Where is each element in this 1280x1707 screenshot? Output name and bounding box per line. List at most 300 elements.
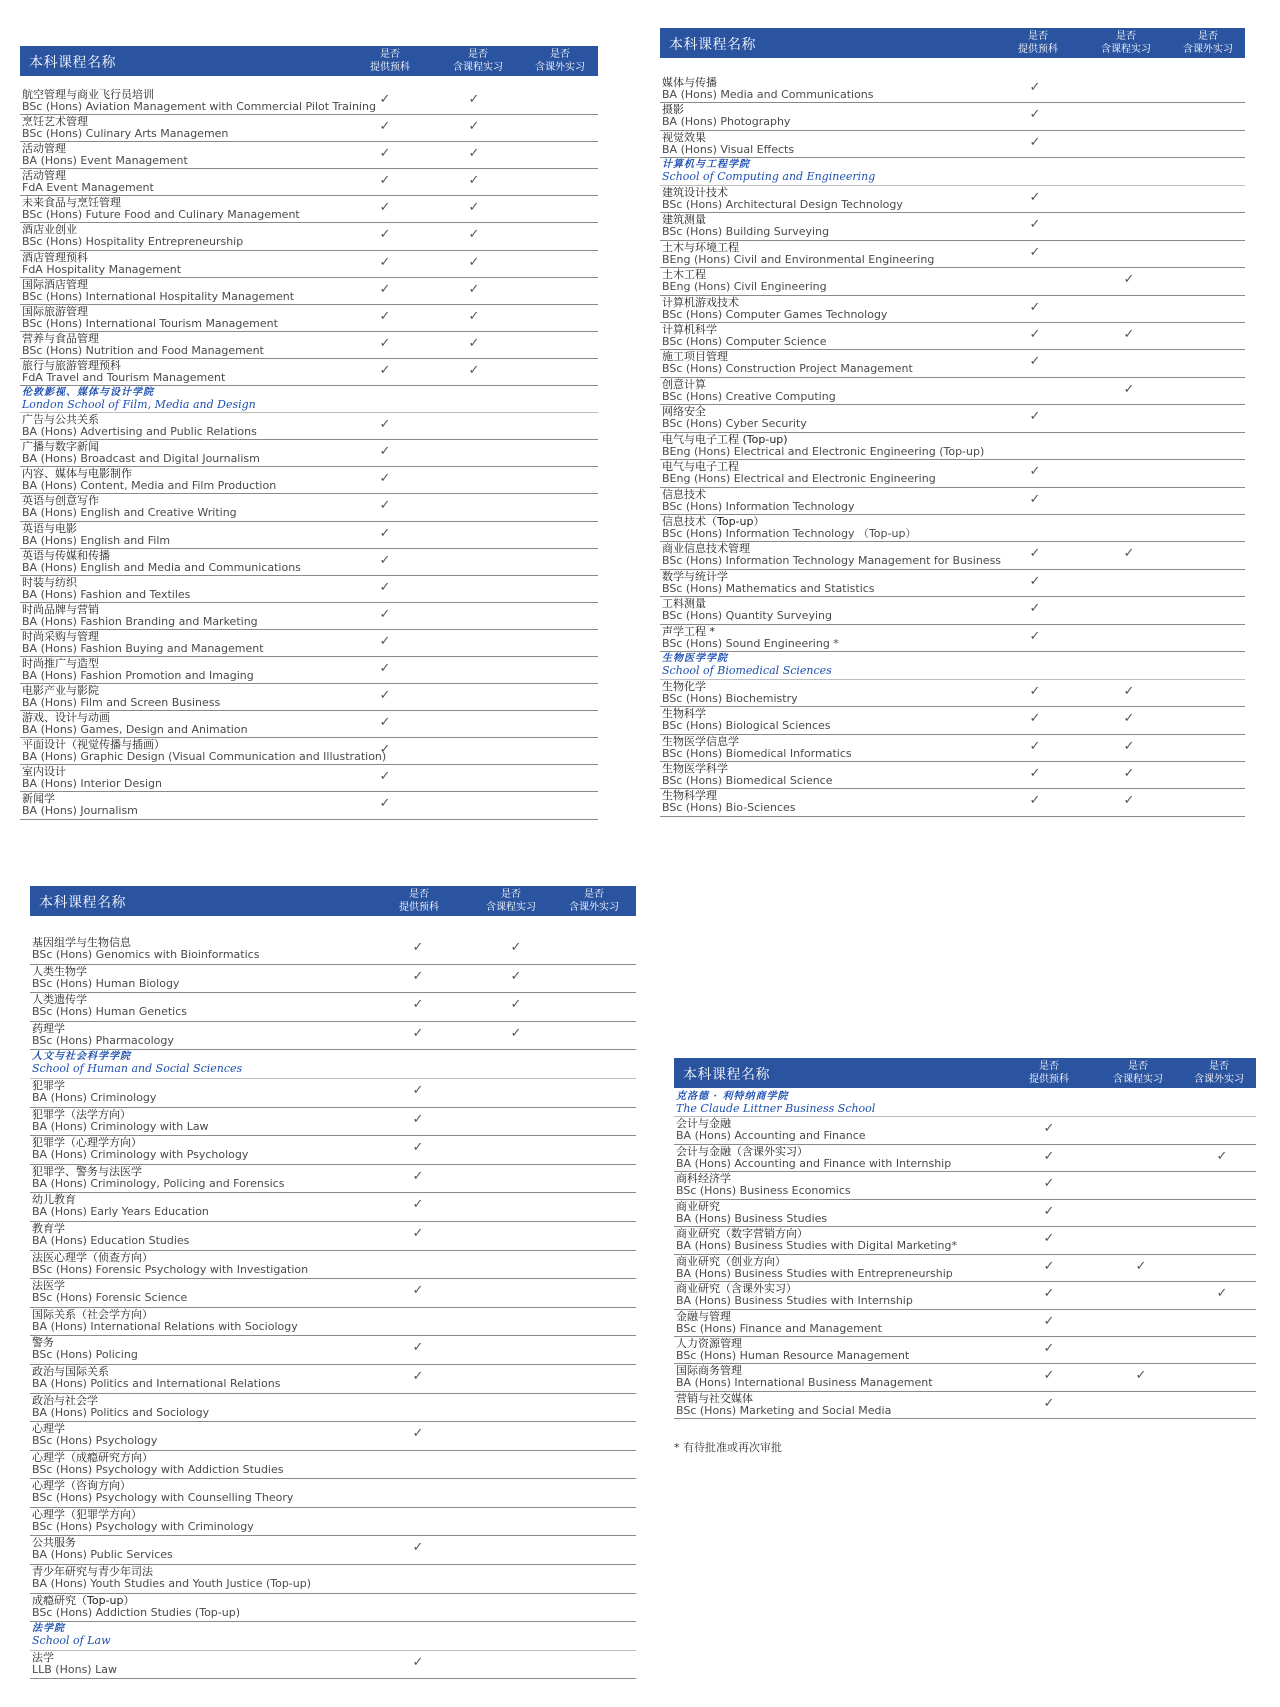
course-name-zh: 时尚推广与造型 xyxy=(22,656,99,670)
header-col3 xyxy=(1168,30,1248,56)
check-icon: ✓ xyxy=(379,742,391,758)
course-name-zh: 青少年研究与青少年司法 xyxy=(32,1565,153,1579)
table-row xyxy=(20,196,598,223)
course-name-en: BSc (Hons) Human Resource Management xyxy=(676,1348,910,1362)
course-name-en: BSc (Hons) Finance and Management xyxy=(676,1321,882,1335)
check-icon: ✓ xyxy=(1123,711,1135,727)
check-icon: ✓ xyxy=(1123,793,1135,809)
course-name-en: BSc (Hons) Culinary Arts Managemen xyxy=(22,127,229,141)
table-row xyxy=(30,1108,636,1137)
check-icon: ✓ xyxy=(1043,1313,1055,1329)
course-name-zh: 法医心理学（侦查方向） xyxy=(32,1250,153,1264)
check-icon: ✓ xyxy=(510,997,522,1013)
course-name-en: BA (Hons) Accounting and Finance xyxy=(676,1129,866,1143)
table-row xyxy=(30,1165,636,1194)
course-name-zh: 国际商务管理 xyxy=(676,1364,742,1378)
course-name-en: BSc (Hons) Addiction Studies (Top-up) xyxy=(32,1605,241,1619)
course-name-en: BSc (Hons) Biological Sciences xyxy=(662,719,831,733)
course-name-zh: 国际关系（社会学方向） xyxy=(32,1307,153,1321)
header-col3-line: 含课外实习 xyxy=(569,902,619,913)
course-name-zh: 酒店管理预科 xyxy=(22,250,88,264)
check-icon: ✓ xyxy=(510,968,522,984)
header-col3 xyxy=(520,48,600,74)
table-row xyxy=(20,630,598,657)
course-name-en: BA (Hons) Business Studies with Internship xyxy=(676,1294,913,1308)
course-name-zh: 时尚品牌与营销 xyxy=(22,602,99,616)
course-name-en: BA (Hons) Fashion and Textiles xyxy=(22,587,191,601)
table-row xyxy=(20,88,598,115)
header-col1 xyxy=(1009,1060,1089,1086)
check-icon: ✓ xyxy=(412,1540,424,1556)
table-row xyxy=(30,1479,636,1508)
table-row xyxy=(674,1310,1256,1337)
table-row xyxy=(660,76,1245,103)
table-row xyxy=(660,707,1245,734)
table-row xyxy=(30,1365,636,1394)
course-name-en: BA (Hons) Criminology with Psychology xyxy=(32,1148,249,1162)
check-icon: ✓ xyxy=(1029,80,1041,95)
course-name-en: BSc (Hons) Psychology with Criminology xyxy=(32,1519,254,1533)
course-name-zh: 生物医学科学 xyxy=(662,761,728,775)
table-row xyxy=(660,460,1245,487)
check-icon: ✓ xyxy=(1135,1368,1147,1384)
course-name-zh: 计算机科学 xyxy=(662,322,717,336)
table-row xyxy=(20,657,598,684)
course-name-en: BA (Hons) Education Studies xyxy=(32,1233,190,1247)
check-icon: ✓ xyxy=(379,498,391,514)
course-name-zh: 旅行与旅游管理预科 xyxy=(22,358,121,372)
course-name-en: BSc (Hons) International Hospitality Management xyxy=(22,289,295,303)
header-col3-line: 含课外实习 xyxy=(1194,1074,1244,1085)
course-name-zh: 营销与社交媒体 xyxy=(676,1391,753,1405)
department-name-en: School of Computing and Engineering xyxy=(662,170,876,184)
table-row xyxy=(674,1282,1256,1309)
course-name-en: BA (Hons) English and Media and Communications xyxy=(22,560,301,574)
course-name-zh: 国际酒店管理 xyxy=(22,277,88,291)
course-name-zh: 教育学 xyxy=(32,1221,65,1235)
course-name-zh: 政治与社会学 xyxy=(32,1393,98,1407)
course-name-zh: 法学 xyxy=(32,1650,54,1664)
table-row xyxy=(30,1251,636,1280)
check-icon: ✓ xyxy=(1029,134,1041,150)
course-name-zh: 基因组学与生物信息 xyxy=(32,936,131,949)
course-name-en: FdA Event Management xyxy=(22,181,154,195)
course-name-en: BSc (Hons) Building Surveying xyxy=(662,225,830,239)
check-icon: ✓ xyxy=(1029,765,1041,781)
course-name-zh: 创意计算 xyxy=(662,377,706,391)
table-row xyxy=(30,1594,636,1623)
course-name-en: BSc (Hons) Information Technology xyxy=(662,499,855,513)
table-row xyxy=(20,251,598,278)
table-row xyxy=(20,467,598,494)
course-name-en: BSc (Hons) Nutrition and Food Management xyxy=(22,343,264,357)
check-icon: ✓ xyxy=(1043,1121,1055,1137)
course-name-en: BSc (Hons) Computer Science xyxy=(662,334,827,348)
course-name-en: BA (Hons) Visual Effects xyxy=(662,142,795,156)
course-name-zh: 网络安全 xyxy=(662,405,706,419)
department-name-zh: 计算机与工程学院 xyxy=(662,159,750,171)
course-name-zh: 信息技术 xyxy=(662,487,706,501)
table-row xyxy=(20,684,598,711)
table-row xyxy=(30,1022,636,1051)
course-name-en: BSc (Hons) Future Food and Culinary Management xyxy=(22,208,300,222)
course-name-en: BSc (Hons) Cyber Security xyxy=(662,417,807,431)
table-row xyxy=(30,1451,636,1480)
course-name-en: BSc (Hons) Information Technology Management for Business xyxy=(662,554,1002,568)
table-row xyxy=(674,1392,1256,1419)
course-name-zh: 平面设计（视觉传播与插画） xyxy=(22,738,165,752)
check-icon: ✓ xyxy=(1043,1395,1055,1411)
course-name-zh: 心理学（咨询方向） xyxy=(32,1479,131,1493)
course-name-zh: 广告与公共关系 xyxy=(22,413,99,427)
table-row xyxy=(20,576,598,603)
check-icon: ✓ xyxy=(1029,628,1041,644)
header-col1-line: 是否 xyxy=(1028,31,1048,42)
course-name-en: BA (Hons) Photography xyxy=(662,115,791,129)
course-name-zh: 施工项目管理 xyxy=(662,350,728,364)
course-name-zh: 建筑设计技术 xyxy=(662,185,728,199)
department-row xyxy=(20,386,598,413)
check-icon: ✓ xyxy=(1123,381,1135,397)
header-col1 xyxy=(379,888,459,914)
department-row xyxy=(30,1050,636,1079)
table-row xyxy=(20,603,598,630)
course-name-en: BSc (Hons) Hospitality Entrepreneurship xyxy=(22,235,244,249)
course-name-en: BA (Hons) English and Creative Writing xyxy=(22,506,237,520)
department-name-en: The Claude Littner Business School xyxy=(676,1102,876,1115)
check-icon: ✓ xyxy=(412,1168,424,1184)
check-icon: ✓ xyxy=(379,254,391,270)
table-row xyxy=(20,765,598,792)
check-icon: ✓ xyxy=(1135,1258,1147,1274)
check-icon: ✓ xyxy=(468,200,480,216)
course-name-en: BSc (Hons) Architectural Design Technology xyxy=(662,197,903,211)
department-name-zh: 克洛德 · 利特纳商学院 xyxy=(676,1091,789,1102)
course-name-zh: 犯罪学 xyxy=(32,1078,65,1092)
course-name-zh: 会计与金融 xyxy=(676,1117,731,1131)
footnote: * 有待批准或再次审批 xyxy=(674,1441,782,1455)
course-name-zh: 烹饪艺术管理 xyxy=(22,115,88,129)
check-icon: ✓ xyxy=(379,119,391,135)
course-list xyxy=(20,88,598,820)
header-col1-line: 提供预科 xyxy=(1018,44,1058,55)
course-name-zh: 土木与环境工程 xyxy=(662,240,739,254)
course-name-en: BSc (Hons) Biomedical Informatics xyxy=(662,746,852,760)
department-name-en: School of Biomedical Sciences xyxy=(662,664,832,678)
header-col1-line: 是否 xyxy=(380,49,400,60)
check-icon: ✓ xyxy=(412,997,424,1013)
check-icon: ✓ xyxy=(1123,683,1135,699)
table-row xyxy=(20,792,598,819)
check-icon: ✓ xyxy=(379,146,391,162)
table-header xyxy=(30,886,636,916)
course-name-en: BA (Hons) Broadcast and Digital Journalism xyxy=(22,452,260,466)
course-name-zh: 会计与金融（含课外实习） xyxy=(676,1144,808,1158)
check-icon: ✓ xyxy=(379,471,391,487)
course-name-zh: 商业研究（创业方向） xyxy=(676,1254,786,1268)
course-name-en: BA (Hons) Politics and Sociology xyxy=(32,1405,210,1419)
course-name-zh: 国际旅游管理 xyxy=(22,304,88,318)
header-col3-line: 是否 xyxy=(584,889,604,900)
course-name-en: BSc (Hons) Biochemistry xyxy=(662,691,798,705)
table-row xyxy=(30,1222,636,1251)
header-col2-line: 含课程实习 xyxy=(453,62,503,73)
course-name-en: BA (Hons) Journalism xyxy=(22,804,138,818)
table-row xyxy=(20,169,598,196)
check-icon: ✓ xyxy=(379,769,391,785)
check-icon: ✓ xyxy=(412,1197,424,1213)
check-icon: ✓ xyxy=(1043,1231,1055,1247)
course-name-en: BA (Hons) Event Management xyxy=(22,154,188,168)
course-name-en: FdA Travel and Tourism Management xyxy=(22,370,226,384)
course-name-zh: 时装与纺织 xyxy=(22,575,77,589)
check-icon: ✓ xyxy=(468,362,480,378)
header-col1-line: 提供预科 xyxy=(1029,1074,1069,1085)
course-name-zh: 人类生物学 xyxy=(32,964,87,978)
header-title: 本科课程名称 xyxy=(39,895,126,911)
header-title: 本科课程名称 xyxy=(29,55,116,71)
course-name-zh: 摄影 xyxy=(662,103,684,117)
course-name-en: BA (Hons) International Business Management xyxy=(676,1376,933,1390)
check-icon: ✓ xyxy=(379,200,391,216)
course-name-en: BSc (Hons) Human Biology xyxy=(32,976,180,990)
check-icon: ✓ xyxy=(1029,464,1041,480)
course-name-zh: 心理学（成瘾研究方向） xyxy=(32,1450,153,1464)
course-name-zh: 商业信息技术管理 xyxy=(662,542,750,556)
check-icon: ✓ xyxy=(412,1082,424,1098)
course-name-zh: 电影产业与影院 xyxy=(22,684,99,698)
header-col1-line: 提供预科 xyxy=(399,902,439,913)
header-col2 xyxy=(438,48,518,74)
table-row xyxy=(20,223,598,250)
check-icon: ✓ xyxy=(468,227,480,243)
table-row xyxy=(674,1117,1256,1144)
course-name-zh: 法医学 xyxy=(32,1279,65,1293)
header-col1-line: 是否 xyxy=(1039,1061,1059,1072)
check-icon: ✓ xyxy=(1029,491,1041,507)
course-name-zh: 商业研究 xyxy=(676,1199,720,1213)
course-name-en: BEng (Hons) Civil and Environmental Engineering xyxy=(662,252,935,266)
course-name-en: BA (Hons) Criminology, Policing and Forensics xyxy=(32,1176,285,1190)
course-name-zh: 商业研究（含课外实习） xyxy=(676,1282,797,1296)
table-row xyxy=(660,762,1245,789)
department-name-en: London School of Film, Media and Design xyxy=(22,398,256,412)
table-row xyxy=(30,1193,636,1222)
table-row xyxy=(674,1255,1256,1282)
check-icon: ✓ xyxy=(379,660,391,676)
header-col2-line: 是否 xyxy=(1116,31,1136,42)
table-row xyxy=(660,241,1245,268)
department-name-zh: 伦敦影视、媒体与设计学院 xyxy=(22,387,154,399)
course-name-en: BSc (Hons) Business Economics xyxy=(676,1184,851,1198)
department-row xyxy=(674,1090,1256,1117)
table-row xyxy=(30,1565,636,1594)
course-name-zh: 活动管理 xyxy=(22,142,66,156)
header-col3 xyxy=(1179,1060,1259,1086)
check-icon: ✓ xyxy=(412,1426,424,1442)
course-name-zh: 广播与数字新闻 xyxy=(22,440,99,454)
course-name-zh: 成瘾研究（Top-up） xyxy=(32,1593,135,1607)
check-icon: ✓ xyxy=(1216,1286,1228,1302)
course-name-en: BSc (Hons) Forensic Psychology with Investigation xyxy=(32,1262,309,1276)
course-name-en: BSc (Hons) Genomics with Bioinformatics xyxy=(32,948,260,961)
check-icon: ✓ xyxy=(379,92,391,107)
table-row xyxy=(660,103,1245,130)
check-icon: ✓ xyxy=(412,968,424,984)
table-row xyxy=(20,711,598,738)
department-name-zh: 生物医学学院 xyxy=(662,653,728,665)
check-icon: ✓ xyxy=(1029,711,1041,727)
table-header xyxy=(674,1058,1256,1088)
header-col3-line: 是否 xyxy=(1209,1061,1229,1072)
check-icon: ✓ xyxy=(379,281,391,297)
header-col2-line: 是否 xyxy=(1128,1061,1148,1072)
table-row xyxy=(660,268,1245,295)
course-name-zh: 英语与电影 xyxy=(22,521,77,535)
course-name-en: BSc (Hons) Psychology xyxy=(32,1434,158,1448)
course-name-zh: 生物化学 xyxy=(662,679,706,693)
check-icon: ✓ xyxy=(468,92,480,107)
course-name-en: BSc (Hons) Marketing and Social Media xyxy=(676,1403,892,1417)
check-icon: ✓ xyxy=(1123,546,1135,562)
check-icon: ✓ xyxy=(1029,409,1041,425)
table-row xyxy=(660,405,1245,432)
header-col2 xyxy=(1098,1060,1178,1086)
course-name-en: BEng (Hons) Electrical and Electronic Engineering xyxy=(662,472,936,486)
course-name-zh: 商科经济学 xyxy=(676,1172,731,1186)
table-row xyxy=(20,494,598,521)
table-row xyxy=(20,440,598,467)
table-row xyxy=(660,131,1245,158)
course-name-en: BSc (Hons) Pharmacology xyxy=(32,1033,174,1047)
table-row xyxy=(30,1308,636,1337)
course-name-zh: 营养与食品管理 xyxy=(22,331,99,345)
check-icon: ✓ xyxy=(412,1225,424,1241)
check-icon: ✓ xyxy=(1043,1286,1055,1302)
course-name-en: BA (Hons) English and Film xyxy=(22,533,171,547)
check-icon: ✓ xyxy=(379,688,391,704)
course-name-zh: 酒店业创业 xyxy=(22,223,77,237)
course-name-zh: 警务 xyxy=(32,1336,54,1350)
table-row xyxy=(30,993,636,1022)
table-row xyxy=(660,680,1245,707)
department-name-zh: 人文与社会科学学院 xyxy=(32,1051,131,1063)
table-header xyxy=(20,46,598,76)
course-name-en: BSc (Hons) Policing xyxy=(32,1348,138,1362)
course-name-en: FdA Hospitality Management xyxy=(22,262,182,276)
table-row xyxy=(660,213,1245,240)
check-icon: ✓ xyxy=(412,1368,424,1384)
check-icon: ✓ xyxy=(1029,326,1041,342)
check-icon: ✓ xyxy=(1216,1148,1228,1164)
course-name-en: BSc (Hons) Aviation Management with Commercial Pilot Training xyxy=(22,100,376,113)
check-icon: ✓ xyxy=(1123,272,1135,288)
course-name-en: BA (Hons) Advertising and Public Relations xyxy=(22,425,257,439)
check-icon: ✓ xyxy=(1029,793,1041,809)
table-row xyxy=(660,789,1245,816)
table-row xyxy=(20,413,598,440)
table-row xyxy=(20,305,598,332)
check-icon: ✓ xyxy=(1123,765,1135,781)
course-name-zh: 生物医学信息学 xyxy=(662,734,739,748)
course-name-zh: 政治与国际关系 xyxy=(32,1364,109,1378)
course-name-zh: 生物科学理 xyxy=(662,789,717,803)
course-name-zh: 人类遗传学 xyxy=(32,993,87,1007)
check-icon: ✓ xyxy=(379,552,391,568)
course-name-zh: 金融与管理 xyxy=(676,1309,731,1323)
check-icon: ✓ xyxy=(1029,244,1041,260)
course-name-zh: 时尚采购与管理 xyxy=(22,629,99,643)
course-name-zh: 生物科学 xyxy=(662,707,706,721)
check-icon: ✓ xyxy=(1043,1176,1055,1192)
course-name-en: BSc (Hons) Information Technology （Top-up） xyxy=(662,527,917,540)
course-name-zh: 电气与电子工程 (Top-up) xyxy=(662,432,788,446)
course-name-en: BA (Hons) Business Studies with Entrepreneurship xyxy=(676,1266,953,1280)
course-name-en: BA (Hons) Fashion Promotion and Imaging xyxy=(22,668,254,682)
check-icon: ✓ xyxy=(468,173,480,189)
check-icon: ✓ xyxy=(379,525,391,541)
table-row xyxy=(660,378,1245,405)
table-row xyxy=(660,433,1245,460)
course-name-en: BA (Hons) Graphic Design (Visual Communication and Illustration) xyxy=(22,750,387,764)
course-name-zh: 英语与传媒和传播 xyxy=(22,548,110,562)
course-name-en: BA (Hons) Public Services xyxy=(32,1548,173,1562)
header-col1 xyxy=(998,30,1078,56)
table-row xyxy=(660,542,1245,569)
table-header xyxy=(660,28,1245,58)
check-icon: ✓ xyxy=(510,940,522,955)
course-name-en: BSc (Hons) Construction Project Management xyxy=(662,362,913,376)
course-name-en: BSc (Hons) Psychology with Counselling Theory xyxy=(32,1491,294,1505)
course-name-en: BA (Hons) Accounting and Finance with Internship xyxy=(676,1156,952,1170)
table-row xyxy=(20,142,598,169)
course-name-en: BSc (Hons) Mathematics and Statistics xyxy=(662,581,875,595)
table-row xyxy=(660,296,1245,323)
table-row xyxy=(20,359,598,386)
check-icon: ✓ xyxy=(379,227,391,243)
check-icon: ✓ xyxy=(412,1111,424,1127)
check-icon: ✓ xyxy=(1123,326,1135,342)
course-name-en: BSc (Hons) Sound Engineering * xyxy=(662,636,839,650)
table-row xyxy=(30,1079,636,1108)
table-row xyxy=(20,738,598,765)
check-icon: ✓ xyxy=(412,1025,424,1041)
table-row xyxy=(20,549,598,576)
course-name-zh: 土木工程 xyxy=(662,268,706,282)
header-col2 xyxy=(471,888,551,914)
course-name-en: BSc (Hons) Human Genetics xyxy=(32,1005,188,1019)
table-row xyxy=(30,1136,636,1165)
course-name-en: BSc (Hons) International Tourism Management xyxy=(22,316,278,330)
course-name-zh: 媒体与传播 xyxy=(662,76,717,89)
table-row xyxy=(660,625,1245,652)
table-row xyxy=(674,1145,1256,1172)
table-row xyxy=(30,1651,636,1680)
table-row xyxy=(674,1227,1256,1254)
table-row xyxy=(30,965,636,994)
check-icon: ✓ xyxy=(468,254,480,270)
check-icon: ✓ xyxy=(1029,683,1041,699)
course-list xyxy=(660,76,1245,817)
check-icon: ✓ xyxy=(1029,546,1041,562)
check-icon: ✓ xyxy=(468,335,480,351)
check-icon: ✓ xyxy=(412,1283,424,1299)
check-icon: ✓ xyxy=(412,940,424,955)
check-icon: ✓ xyxy=(379,606,391,622)
table-row xyxy=(674,1364,1256,1391)
header-col3-line: 是否 xyxy=(550,49,570,60)
check-icon: ✓ xyxy=(510,1025,522,1041)
